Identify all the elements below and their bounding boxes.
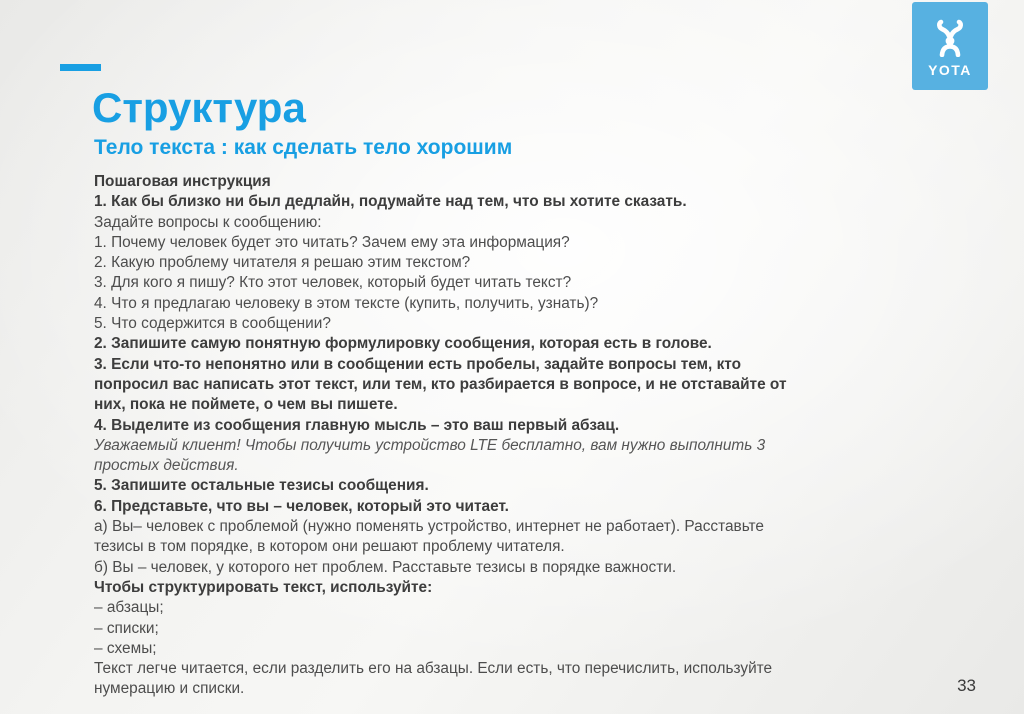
body-text [94, 172, 974, 700]
slide-subtitle: Тело текста : как сделать тело хорошим [94, 136, 513, 159]
body-line: 3. Для кого я пишу? Кто этот человек, который будет читать текст? [94, 274, 572, 292]
body-line: 4. Что я предлагаю человеку в этом тексте (купить, получить, узнать)? [94, 294, 599, 312]
accent-dash [60, 64, 101, 71]
page-title: Структура [92, 84, 306, 131]
body-line: 1. Почему человек будет это читать? Зачем ему эта информация? [94, 233, 570, 251]
body-line: Текст легче читается, если разделить его на абзацы. Если есть, что перечислить, используйте [94, 660, 773, 678]
body-line: нумерацию и списки. [94, 680, 245, 698]
body-line: 5. Запишите остальные тезисы сообщения. [94, 477, 429, 495]
yota-logo [912, 2, 988, 90]
body-line: Уважаемый клиент! Чтобы получить устройство LTE бесплатно, вам нужно выполнить 3 [94, 436, 766, 454]
body-line: 4. Выделите из сообщения главную мысль – это ваш первый абзац. [94, 416, 620, 434]
yota-brand-label: YOTA [928, 61, 972, 78]
body-line: 5. Что содержится в сообщении? [94, 315, 331, 333]
body-line: Пошаговая инструкция [94, 173, 271, 190]
body-line: б) Вы – человек, у которого нет проблем. Расставьте тезисы в порядке важности. [94, 558, 677, 576]
body-line: 1. Как бы близко ни был дедлайн, подумайте над тем, что вы хотите сказать. [94, 193, 687, 211]
body-line: а) Вы– человек с проблемой (нужно поменять устройство, интернет не работает). Расставьте [94, 518, 764, 536]
page-number: 33 [957, 676, 976, 695]
body-line: простых действия. [94, 457, 239, 475]
body-line: попросил вас написать этот текст, или тем, кто разбирается в вопросе, и не отставайте от [94, 375, 787, 393]
body-line: 3. Если что-то непонятно или в сообщении есть пробелы, задайте вопросы тем, кто [94, 355, 742, 373]
body-line: тезисы в том порядке, в котором они решают проблему читателя. [94, 538, 565, 556]
body-line: 6. Представьте, что вы – человек, который это читает. [94, 497, 509, 515]
body-line: Задайте вопросы к сообщению: [94, 213, 322, 231]
body-line: 2. Какую проблему читателя я решаю этим текстом? [94, 254, 471, 272]
yota-man-icon [933, 19, 967, 57]
body-line: Чтобы структурировать текст, используйте: [94, 578, 433, 596]
body-line: – списки; [94, 619, 159, 637]
body-line: них, пока не поймете, о чем вы пишете. [94, 396, 398, 414]
body-line: 2. Запишите самую понятную формулировку сообщения, которая есть в голове. [94, 335, 712, 353]
body-line: – абзацы; [94, 599, 164, 617]
body-line: – схемы; [94, 639, 157, 657]
